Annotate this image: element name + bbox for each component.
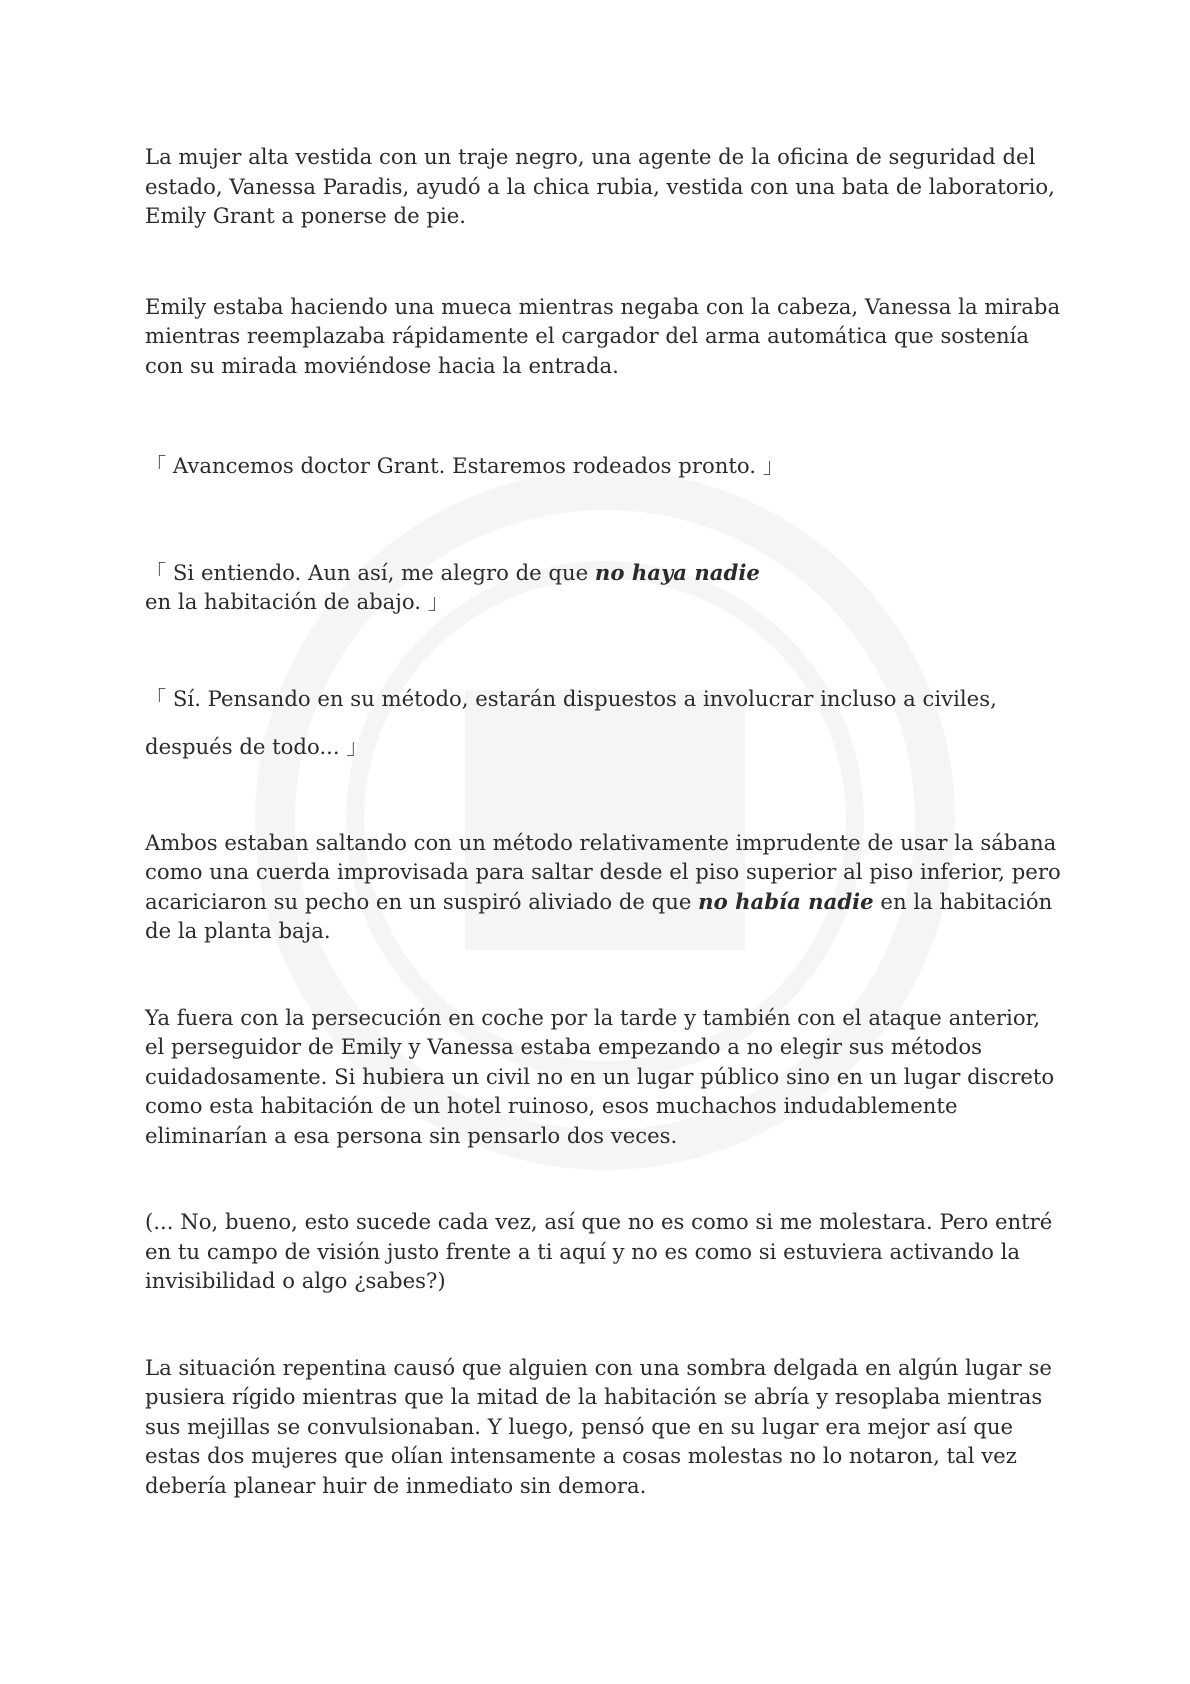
paragraph-2-text: Emily estaba haciendo una mueca mientras negaba con la cabeza, Vanessa la miraba mientras reemplazaba rápidamente el cargador del arma automática que sostenía con su mirada moviéndose hacia la entrada. [145,293,1061,378]
paragraph-3-text-after: en la habitación de la planta baja. [145,888,1053,943]
dialogue-3-text: 「 Sí. Pensando en su método, estarán dispuestos a involucrar incluso a civiles, después de todo... 」 [145,685,997,759]
dialogue-2-emphasis: no haya nadie [594,559,760,585]
paragraph-1-text: La mujer alta vestida con un traje negro, una agente de la oficina de seguridad del estado, Vanessa Paradis, ayudó a la chica rubia, vestida con una bata de laboratorio, Emily Grant a ponerse de pie. [145,144,1055,228]
dialogue-3 [145,675,1065,771]
dialogue-1-text: 「 Avancemos doctor Grant. Estaremos rodeados pronto. 」 [145,453,784,478]
dialogue-1 [145,451,1065,481]
paragraph-4-text: Ya fuera con la persecución en coche por la tarde y también con el ataque anterior, el perseguidor de Emily y Vanessa estaba empezando a no elegir sus métodos cuidadosamente. Si hubiera un civil no en un lugar público sino en un lugar discreto como esta habitación de un hotel ruinoso, esos muchachos indudablemente eliminarían a esa persona sin pensarlo dos veces. [145,1004,1055,1148]
paragraph-6-text: La situación repentina causó que alguien con una sombra delgada en algún lugar se pusiera rígido mientras que la mitad de la habitación se abría y resoplaba mientras sus mejillas se convulsionaban. Y luego, pensó que en su lugar era mejor así que estas dos mujeres que olían intensamente a cosas molestas no lo notaron, tal vez debería planear huir de inmediato sin demora. [145,1354,1052,1498]
paragraph-3-emphasis: no había nadie [698,888,874,914]
paragraph-4 [145,1003,1065,1151]
paragraph-6 [145,1353,1065,1501]
dialogue-2-text-before: 「 Si entiendo. Aun así, me alegro de que [145,559,595,585]
paragraph-2 [145,292,1065,381]
dialogue-2-text-after: en la habitación de abajo. 」 [145,589,449,614]
paragraph-5-text: (... No, bueno, esto sucede cada vez, así que no es como si me molestara. Pero entré en tu campo de visión justo frente a ti aquí y no es como si estuviera activando la invisibilidad o algo ¿sabes?) [145,1209,1053,1293]
paragraph-3 [145,828,1065,946]
paragraph-5 [145,1207,1065,1296]
dialogue-2 [145,558,1065,617]
document-body [145,142,1065,1500]
paragraph-3-text-before: Ambos estaban saltando con un método relativamente imprudente de usar la sábana como una cuerda improvisada para saltar desde el piso superior al piso inferior, pero acariciaron su pecho en un suspiró aliviado de que [145,829,1061,914]
paragraph-1 [145,142,1065,231]
